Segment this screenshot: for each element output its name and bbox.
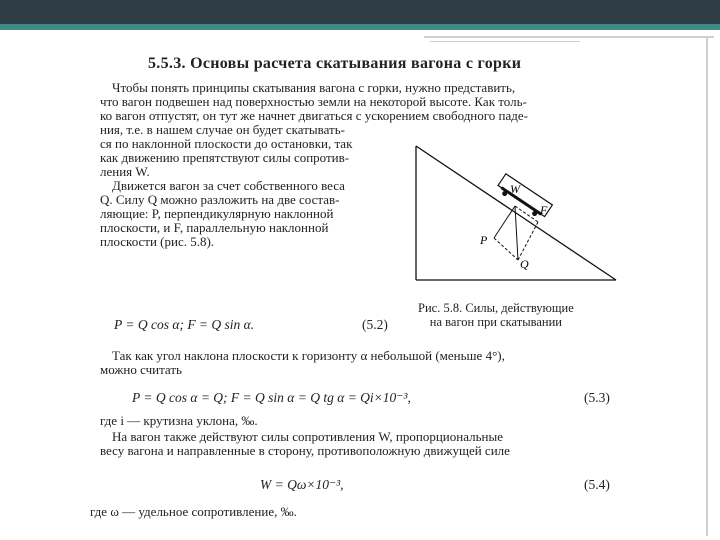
decor-line (430, 41, 580, 42)
label-w: W (510, 182, 520, 196)
paragraph-line: Движется вагон за счет собственного веса (112, 178, 345, 193)
figure-caption (418, 301, 574, 329)
paragraph-line: Чтобы понять принципы скатывания вагона с горки, нужно представить, (112, 80, 516, 95)
paragraph-line: где ω — удельное сопротивление, ‰. (90, 504, 297, 519)
caption-line: на вагон при скатывании (429, 315, 562, 329)
equation-number: (5.3) (584, 390, 610, 405)
decor-line (706, 36, 708, 536)
label-p: P (480, 233, 488, 247)
paragraph-line: ко вагон отпустят, он тут же начнет двигаться с ускорением свободного паде- (100, 108, 528, 123)
paragraph-line: весу вагона и направленные в сторону, противоположную движущей силе (100, 443, 510, 458)
formula-5-2: P = Q cos α; F = Q sin α. (114, 317, 255, 332)
paragraph-line: ления W. (100, 164, 150, 179)
paragraph-line: Q. Силу Q можно разложить на две состав- (100, 192, 340, 207)
forces-diagram (412, 140, 622, 285)
paragraph-line: ся по наклонной плоскости до остановки, так (100, 136, 353, 151)
slide-top-accent (0, 24, 720, 30)
paragraph-line: ляющие: P, перпендикулярную наклонной (100, 206, 334, 221)
caption-line: Рис. 5.8. Силы, действующие (418, 301, 574, 315)
formula-5-3: P = Q cos α = Q; F = Q sin α = Q tg α = Qi×10⁻³, (132, 390, 411, 405)
paragraph-line: Так как угол наклона плоскости к горизонту α небольшой (меньше 4°), (112, 348, 505, 363)
slide-top-bar (0, 0, 720, 30)
force-vectors (494, 206, 538, 260)
paragraph-line: можно считать (100, 362, 182, 377)
label-f: F (540, 203, 548, 217)
paragraph-line: где i — крутизна уклона, ‰. (100, 413, 258, 428)
paragraph-line: ния, т.е. в нашем случае он будет скатывать- (100, 122, 345, 137)
equation-number: (5.2) (362, 317, 388, 332)
paragraph-line: На вагон также действуют силы сопротивления W, пропорциональные (112, 429, 503, 444)
paragraph-line: как движению препятствуют силы сопротив- (100, 150, 350, 165)
formula-5-4: W = Qω×10⁻³, (260, 477, 344, 492)
decor-line (424, 36, 714, 38)
paragraph-line: плоскости, и F, параллельную наклонной (100, 220, 329, 235)
label-q: Q (520, 257, 529, 271)
document-page (90, 45, 622, 525)
section-title: 5.5.3. Основы расчета скатывания вагона с горки (148, 55, 522, 72)
paragraph-line: плоскости (рис. 5.8). (100, 234, 215, 249)
equation-number: (5.4) (584, 477, 610, 492)
paragraph-line: что вагон подвешен над поверхностью земли на некоторой высоте. Как толь- (100, 94, 527, 109)
incline-triangle (416, 146, 616, 280)
